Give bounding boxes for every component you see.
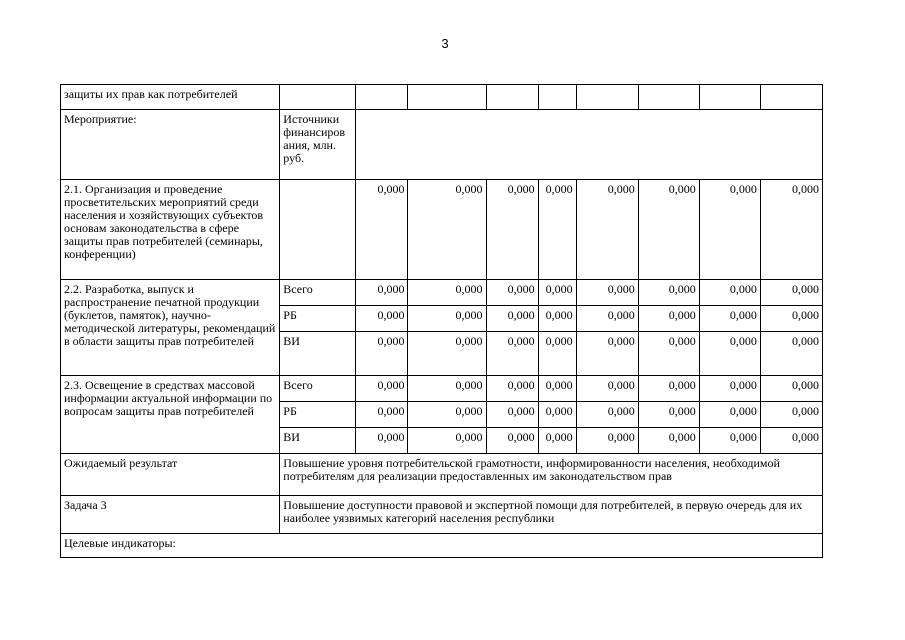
value-cell: 0,000: [760, 428, 822, 454]
value-cell: 0,000: [356, 332, 408, 376]
value-cell: 0,000: [699, 376, 760, 402]
table-row: [61, 180, 823, 280]
table-row: [61, 454, 823, 496]
value-cell: 0,000: [576, 376, 638, 402]
value-cell: 0,000: [576, 280, 638, 306]
event-header-label: Мероприятие:: [61, 110, 280, 180]
value-cell: 0,000: [699, 306, 760, 332]
source-cell: ВИ: [280, 428, 356, 454]
value-cell: 0,000: [486, 306, 538, 332]
value-cell: 0,000: [356, 280, 408, 306]
value-cell: 0,000: [638, 332, 699, 376]
task-3-text: Повышение доступности правовой и экспертной помощи для потребителей, в первую очередь для их наиболее уязвимых категорий населения республики: [280, 496, 823, 534]
value-cell: 0,000: [699, 402, 760, 428]
empty-cell: [356, 110, 823, 180]
value-cell: 0,000: [638, 402, 699, 428]
table-row: [61, 85, 823, 110]
value-cell: 0,000: [356, 180, 408, 280]
value-cell: 0,000: [356, 306, 408, 332]
empty-cell: [356, 85, 408, 110]
value-cell: 0,000: [356, 376, 408, 402]
value-cell: 0,000: [760, 280, 822, 306]
value-cell: 0,000: [638, 306, 699, 332]
value-cell: 0,000: [486, 402, 538, 428]
value-cell: 0,000: [760, 306, 822, 332]
event-2-3-label: 2.3. Освещение в средствах массовой информации актуальной информации по вопросам защиты прав потребителей: [61, 376, 280, 454]
table-row: [61, 280, 823, 306]
value-cell: 0,000: [538, 280, 576, 306]
value-cell: 0,000: [576, 332, 638, 376]
value-cell: 0,000: [486, 180, 538, 280]
value-cell: 0,000: [699, 428, 760, 454]
empty-cell: [486, 85, 538, 110]
value-cell: 0,000: [408, 306, 486, 332]
value-cell: 0,000: [760, 376, 822, 402]
value-cell: 0,000: [699, 180, 760, 280]
value-cell: 0,000: [638, 428, 699, 454]
value-cell: 0,000: [486, 332, 538, 376]
value-cell: 0,000: [760, 180, 822, 280]
empty-cell: [576, 85, 638, 110]
value-cell: 0,000: [760, 332, 822, 376]
value-cell: 0,000: [408, 180, 486, 280]
value-cell: 0,000: [638, 180, 699, 280]
value-cell: 0,000: [408, 332, 486, 376]
source-cell: Всего: [280, 280, 356, 306]
value-cell: 0,000: [576, 306, 638, 332]
source-cell: [280, 180, 356, 280]
value-cell: 0,000: [538, 332, 576, 376]
value-cell: 0,000: [638, 280, 699, 306]
source-cell: Всего: [280, 376, 356, 402]
page-number: 3: [441, 36, 449, 51]
event-2-2-label: 2.2. Разработка, выпуск и распространение печатной продукции (буклетов, памяток), научно-методической литературы, рекомендаций в области защиты прав потребителей: [61, 280, 280, 376]
value-cell: 0,000: [538, 306, 576, 332]
value-cell: 0,000: [538, 402, 576, 428]
table-row: [61, 376, 823, 402]
source-cell: РБ: [280, 402, 356, 428]
source-cell: РБ: [280, 306, 356, 332]
value-cell: 0,000: [408, 428, 486, 454]
value-cell: 0,000: [408, 402, 486, 428]
value-cell: 0,000: [699, 332, 760, 376]
sources-header: Источники финансиров ания, млн. руб.: [280, 110, 356, 180]
value-cell: 0,000: [538, 428, 576, 454]
value-cell: 0,000: [356, 428, 408, 454]
expected-result-label: Ожидаемый результат: [61, 454, 280, 496]
header-text-cell: защиты их прав как потребителей: [61, 85, 280, 110]
table-row: [61, 534, 823, 558]
source-cell: ВИ: [280, 332, 356, 376]
value-cell: 0,000: [576, 428, 638, 454]
target-indicators-label: Целевые индикаторы:: [61, 534, 823, 558]
value-cell: 0,000: [638, 376, 699, 402]
task-3-label: Задача 3: [61, 496, 280, 534]
value-cell: 0,000: [408, 280, 486, 306]
value-cell: 0,000: [576, 402, 638, 428]
value-cell: 0,000: [486, 280, 538, 306]
empty-cell: [699, 85, 760, 110]
value-cell: 0,000: [760, 402, 822, 428]
value-cell: 0,000: [408, 376, 486, 402]
empty-cell: [408, 85, 486, 110]
program-table: [60, 84, 823, 558]
value-cell: 0,000: [538, 376, 576, 402]
empty-cell: [280, 85, 356, 110]
value-cell: 0,000: [576, 180, 638, 280]
value-cell: 0,000: [356, 402, 408, 428]
value-cell: 0,000: [538, 180, 576, 280]
empty-cell: [638, 85, 699, 110]
value-cell: 0,000: [486, 428, 538, 454]
table-row: [61, 110, 823, 180]
empty-cell: [760, 85, 822, 110]
empty-cell: [538, 85, 576, 110]
value-cell: 0,000: [486, 376, 538, 402]
event-2-1-label: 2.1. Организация и проведение просветительских мероприятий среди населения и хозяйствующих субъектов основам законодательства в сфере защиты прав потребителей (семинары, конференции): [61, 180, 280, 280]
value-cell: 0,000: [699, 280, 760, 306]
expected-result-text: Повышение уровня потребительской грамотности, информированности населения, необходимой потребителям для реализации предоставленных им законодательством прав: [280, 454, 823, 496]
table-row: [61, 496, 823, 534]
